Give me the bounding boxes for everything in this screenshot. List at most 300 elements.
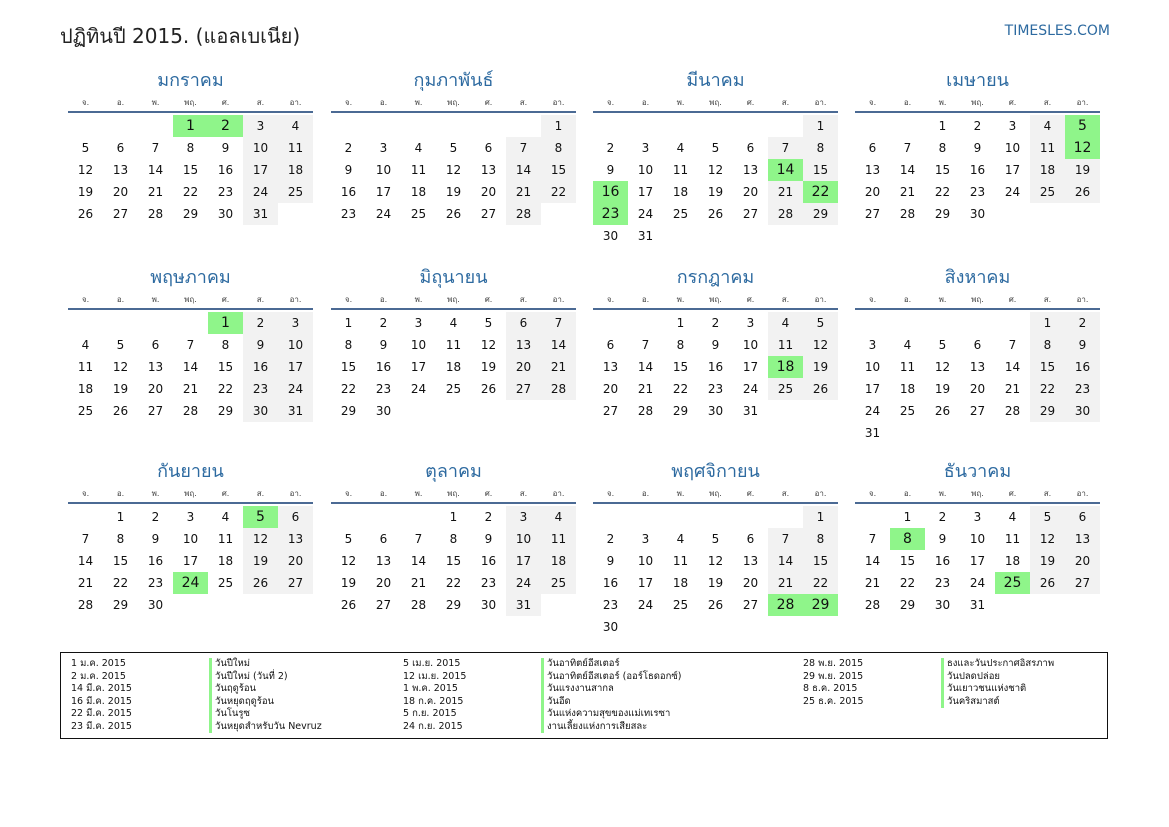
day-cell: 16 bbox=[243, 356, 278, 378]
legend-date: 22 มี.ค. 2015 bbox=[71, 708, 132, 719]
day-grid bbox=[855, 115, 1100, 225]
empty-cell bbox=[471, 115, 506, 137]
day-cell: 21 bbox=[410, 576, 427, 590]
day-cell: 16 bbox=[340, 185, 357, 199]
weekday-label: พฤ. bbox=[971, 295, 984, 304]
day-cell: 8 bbox=[449, 532, 458, 546]
empty-cell bbox=[663, 115, 698, 137]
day-cell: 23 bbox=[243, 378, 278, 400]
holiday-day-cell: 25 bbox=[995, 572, 1030, 594]
day-cell: 27 bbox=[147, 404, 164, 418]
day-cell: 21 bbox=[182, 382, 199, 396]
empty-cell bbox=[436, 115, 471, 137]
day-cell: 20 bbox=[480, 185, 497, 199]
day-cell: 27 bbox=[375, 598, 392, 612]
weekday-label: พฤ. bbox=[709, 295, 722, 304]
site-link[interactable]: TIMESLES.COM bbox=[1004, 23, 1110, 39]
day-cell: 3 bbox=[243, 115, 278, 137]
day-cell: 12 bbox=[112, 360, 129, 374]
day-cell: 4 bbox=[278, 115, 313, 137]
weekday-label: จ. bbox=[81, 295, 90, 304]
day-cell: 27 bbox=[742, 207, 759, 221]
weekday-label: ส. bbox=[781, 489, 790, 498]
empty-cell bbox=[401, 115, 436, 137]
day-cell: 4 bbox=[676, 532, 685, 546]
legend-date: 2 ม.ค. 2015 bbox=[71, 670, 126, 682]
day-cell: 21 bbox=[637, 382, 654, 396]
day-cell: 20 bbox=[278, 550, 313, 572]
day-cell: 26 bbox=[243, 572, 278, 594]
day-cell: 20 bbox=[864, 185, 881, 199]
day-cell: 19 bbox=[77, 185, 94, 199]
weekday-label: ศ. bbox=[1008, 295, 1017, 304]
day-cell: 18 bbox=[672, 185, 689, 199]
empty-cell bbox=[855, 312, 890, 334]
weekday-label: พ. bbox=[676, 295, 685, 304]
weekday-label: อา. bbox=[1076, 295, 1089, 304]
day-cell: 2 bbox=[938, 510, 947, 524]
day-cell: 3 bbox=[746, 316, 755, 330]
day-cell: 19 bbox=[707, 185, 724, 199]
day-cell: 16 bbox=[375, 360, 392, 374]
weekday-header bbox=[593, 94, 838, 113]
day-cell: 25 bbox=[410, 207, 427, 221]
day-cell: 8 bbox=[803, 137, 838, 159]
empty-cell bbox=[68, 312, 103, 334]
legend-date: 29 พ.ย. 2015 bbox=[803, 670, 864, 682]
day-cell: 15 bbox=[1030, 356, 1065, 378]
weekday-label: อา. bbox=[1076, 98, 1089, 107]
day-cell: 1 bbox=[938, 119, 947, 133]
day-cell: 15 bbox=[217, 360, 234, 374]
day-cell: 29 bbox=[445, 598, 462, 612]
day-cell: 26 bbox=[934, 404, 951, 418]
day-cell: 9 bbox=[243, 334, 278, 356]
day-cell: 31 bbox=[637, 229, 654, 243]
day-cell: 18 bbox=[899, 382, 916, 396]
day-cell: 11 bbox=[541, 528, 576, 550]
day-cell: 9 bbox=[151, 532, 160, 546]
weekday-label: อา. bbox=[552, 98, 565, 107]
weekday-label: อ. bbox=[903, 489, 912, 498]
day-cell: 10 bbox=[182, 532, 199, 546]
day-cell: 3 bbox=[1008, 119, 1017, 133]
weekday-label: พ. bbox=[676, 489, 685, 498]
day-cell: 15 bbox=[803, 159, 838, 181]
day-cell: 10 bbox=[742, 338, 759, 352]
day-cell: 14 bbox=[1004, 360, 1021, 374]
day-grid bbox=[68, 115, 313, 225]
day-cell: 1 bbox=[1030, 312, 1065, 334]
empty-cell bbox=[593, 312, 628, 334]
day-cell: 5 bbox=[711, 532, 720, 546]
weekday-label: ส. bbox=[519, 489, 528, 498]
day-cell: 10 bbox=[1004, 141, 1021, 155]
day-cell: 19 bbox=[480, 360, 497, 374]
day-cell: 20 bbox=[147, 382, 164, 396]
weekday-label: จ. bbox=[344, 98, 353, 107]
month-name: กรกฎาคม bbox=[676, 267, 755, 288]
day-cell: 15 bbox=[445, 554, 462, 568]
day-cell: 14 bbox=[147, 163, 164, 177]
legend-date: 16 มี.ค. 2015 bbox=[71, 695, 132, 707]
day-cell: 25 bbox=[768, 378, 803, 400]
day-cell: 18 bbox=[1004, 554, 1021, 568]
legend-date: 24 ก.ย. 2015 bbox=[403, 720, 463, 732]
day-cell: 17 bbox=[969, 554, 986, 568]
day-cell: 7 bbox=[768, 528, 803, 550]
weekday-label: จ. bbox=[606, 489, 615, 498]
day-cell: 14 bbox=[410, 554, 427, 568]
weekday-label: พ. bbox=[414, 489, 423, 498]
day-cell: 1 bbox=[803, 115, 838, 137]
day-cell: 5 bbox=[711, 141, 720, 155]
day-cell: 31 bbox=[278, 400, 313, 422]
day-cell: 26 bbox=[340, 598, 357, 612]
day-grid bbox=[593, 115, 838, 247]
weekday-label: ศ. bbox=[484, 295, 493, 304]
day-cell: 17 bbox=[742, 360, 759, 374]
empty-cell bbox=[663, 506, 698, 528]
day-cell: 20 bbox=[742, 185, 759, 199]
weekday-label: ศ. bbox=[484, 489, 493, 498]
weekday-label: จ. bbox=[606, 295, 615, 304]
day-cell: 13 bbox=[969, 360, 986, 374]
empty-cell bbox=[698, 115, 733, 137]
day-cell: 2 bbox=[606, 532, 615, 546]
day-cell: 15 bbox=[340, 360, 357, 374]
day-cell: 16 bbox=[1065, 356, 1100, 378]
day-cell: 8 bbox=[676, 338, 685, 352]
holiday-day-cell: 5 bbox=[1065, 115, 1100, 137]
day-cell: 15 bbox=[112, 554, 129, 568]
day-cell: 8 bbox=[116, 532, 125, 546]
day-cell: 29 bbox=[1030, 400, 1065, 422]
weekday-label: อ. bbox=[641, 489, 650, 498]
weekday-label: ส. bbox=[256, 489, 265, 498]
day-cell: 26 bbox=[707, 207, 724, 221]
holiday-day-cell: 1 bbox=[208, 312, 243, 334]
weekday-label: จ. bbox=[606, 98, 615, 107]
weekday-label: อ. bbox=[903, 295, 912, 304]
weekday-header bbox=[331, 291, 576, 310]
legend-holiday-name: วันหยุดสำหรับวัน Nevruz bbox=[209, 721, 322, 734]
empty-cell bbox=[855, 115, 890, 137]
weekday-label: พฤ. bbox=[184, 98, 197, 107]
day-cell: 6 bbox=[151, 338, 160, 352]
legend-item bbox=[803, 671, 1054, 684]
weekday-label: อ. bbox=[641, 98, 650, 107]
day-cell: 11 bbox=[77, 360, 94, 374]
day-cell: 6 bbox=[746, 532, 755, 546]
day-cell: 1 bbox=[116, 510, 125, 524]
day-cell: 10 bbox=[637, 163, 654, 177]
day-cell: 11 bbox=[1030, 137, 1065, 159]
day-cell: 25 bbox=[217, 576, 234, 590]
empty-cell bbox=[995, 312, 1030, 334]
weekday-label: พฤ. bbox=[447, 98, 460, 107]
day-cell: 21 bbox=[1004, 382, 1021, 396]
day-cell: 13 bbox=[602, 360, 619, 374]
day-cell: 11 bbox=[410, 163, 427, 177]
day-cell: 27 bbox=[969, 404, 986, 418]
day-cell: 5 bbox=[938, 338, 947, 352]
legend-holiday-name: วันหยุดฤดูร้อน bbox=[209, 696, 274, 709]
day-cell: 22 bbox=[340, 382, 357, 396]
day-cell: 25 bbox=[899, 404, 916, 418]
day-cell: 2 bbox=[344, 141, 353, 155]
weekday-label: ส. bbox=[519, 295, 528, 304]
day-cell: 15 bbox=[899, 554, 916, 568]
weekday-header bbox=[331, 94, 576, 113]
day-cell: 5 bbox=[449, 141, 458, 155]
empty-cell bbox=[628, 115, 663, 137]
day-grid bbox=[593, 312, 838, 422]
month-name: มกราคม bbox=[157, 70, 224, 91]
empty-cell bbox=[628, 506, 663, 528]
day-cell: 17 bbox=[1004, 163, 1021, 177]
day-cell: 18 bbox=[278, 159, 313, 181]
day-cell: 26 bbox=[445, 207, 462, 221]
empty-cell bbox=[960, 312, 995, 334]
day-cell: 7 bbox=[868, 532, 877, 546]
day-cell: 27 bbox=[864, 207, 881, 221]
day-cell: 23 bbox=[602, 598, 619, 612]
day-cell: 12 bbox=[480, 338, 497, 352]
empty-cell bbox=[890, 115, 925, 137]
month-name: กุมภาพันธ์ bbox=[413, 70, 494, 91]
day-cell: 10 bbox=[375, 163, 392, 177]
day-cell: 30 bbox=[147, 598, 164, 612]
month-calendar bbox=[68, 459, 313, 616]
weekday-header bbox=[593, 291, 838, 310]
weekday-label: อา. bbox=[814, 98, 827, 107]
legend-date: 12 เม.ย. 2015 bbox=[403, 670, 467, 682]
day-cell: 4 bbox=[1030, 115, 1065, 137]
day-cell: 29 bbox=[182, 207, 199, 221]
empty-cell bbox=[925, 312, 960, 334]
legend-holiday-name: วันโนรูซ bbox=[209, 708, 250, 721]
day-cell: 22 bbox=[182, 185, 199, 199]
day-cell: 3 bbox=[506, 506, 541, 528]
day-cell: 15 bbox=[672, 360, 689, 374]
day-cell: 23 bbox=[707, 382, 724, 396]
day-cell: 12 bbox=[77, 163, 94, 177]
month-calendar bbox=[593, 459, 838, 638]
day-cell: 28 bbox=[410, 598, 427, 612]
weekday-header bbox=[855, 94, 1100, 113]
day-cell: 11 bbox=[217, 532, 234, 546]
day-cell: 17 bbox=[410, 360, 427, 374]
weekday-label: อา. bbox=[1076, 489, 1089, 498]
day-cell: 28 bbox=[864, 598, 881, 612]
day-cell: 16 bbox=[217, 163, 234, 177]
day-cell: 5 bbox=[1030, 506, 1065, 528]
day-cell: 14 bbox=[637, 360, 654, 374]
weekday-label: ศ. bbox=[221, 489, 230, 498]
weekday-header bbox=[68, 94, 313, 113]
empty-cell bbox=[103, 115, 138, 137]
weekday-label: พ. bbox=[938, 98, 947, 107]
legend-item bbox=[403, 721, 682, 734]
holiday-day-cell: 24 bbox=[173, 572, 208, 594]
weekday-header bbox=[855, 485, 1100, 504]
day-cell: 22 bbox=[899, 576, 916, 590]
day-grid bbox=[855, 506, 1100, 616]
holiday-day-cell: 22 bbox=[803, 181, 838, 203]
weekday-label: อ. bbox=[116, 295, 125, 304]
weekday-label: อ. bbox=[116, 489, 125, 498]
day-cell: 9 bbox=[606, 163, 615, 177]
legend-date: 5 เม.ย. 2015 bbox=[403, 658, 461, 669]
day-cell: 31 bbox=[969, 598, 986, 612]
day-cell: 6 bbox=[973, 338, 982, 352]
day-cell: 22 bbox=[112, 576, 129, 590]
day-cell: 19 bbox=[1030, 550, 1065, 572]
legend-holiday-name: วันปีใหม่ bbox=[209, 658, 250, 671]
day-cell: 30 bbox=[602, 229, 619, 243]
month-name: ธันวาคม bbox=[943, 461, 1012, 482]
legend-holiday-name: วันอีด bbox=[541, 696, 571, 709]
day-cell: 12 bbox=[340, 554, 357, 568]
day-cell: 16 bbox=[147, 554, 164, 568]
day-cell: 26 bbox=[480, 382, 497, 396]
day-cell: 29 bbox=[899, 598, 916, 612]
legend-holiday-name: วันอาทิตย์อีสเตอร์ bbox=[541, 658, 620, 671]
empty-cell bbox=[628, 312, 663, 334]
day-cell: 10 bbox=[278, 334, 313, 356]
day-cell: 7 bbox=[81, 532, 90, 546]
day-cell: 3 bbox=[641, 532, 650, 546]
day-cell: 18 bbox=[410, 185, 427, 199]
month-name: ตุลาคม bbox=[425, 461, 482, 482]
day-cell: 11 bbox=[768, 334, 803, 356]
day-cell: 18 bbox=[217, 554, 234, 568]
day-cell: 19 bbox=[1065, 159, 1100, 181]
day-cell: 23 bbox=[969, 185, 986, 199]
day-cell: 26 bbox=[707, 598, 724, 612]
empty-cell bbox=[698, 506, 733, 528]
day-cell: 31 bbox=[742, 404, 759, 418]
day-cell: 10 bbox=[506, 528, 541, 550]
day-cell: 9 bbox=[606, 554, 615, 568]
day-cell: 19 bbox=[112, 382, 129, 396]
day-cell: 14 bbox=[506, 159, 541, 181]
month-calendar bbox=[593, 68, 838, 247]
weekday-label: จ. bbox=[868, 295, 877, 304]
legend-item bbox=[71, 721, 322, 734]
day-cell: 26 bbox=[112, 404, 129, 418]
day-cell: 18 bbox=[77, 382, 94, 396]
day-cell: 15 bbox=[934, 163, 951, 177]
holiday-day-cell: 16 bbox=[593, 181, 628, 203]
day-cell: 7 bbox=[641, 338, 650, 352]
weekday-label: อา. bbox=[289, 489, 302, 498]
day-cell: 3 bbox=[278, 312, 313, 334]
day-cell: 13 bbox=[742, 163, 759, 177]
day-cell: 1 bbox=[903, 510, 912, 524]
empty-cell bbox=[138, 115, 173, 137]
weekday-label: พฤ. bbox=[709, 489, 722, 498]
day-cell: 13 bbox=[506, 334, 541, 356]
legend-date: 28 พ.ย. 2015 bbox=[803, 658, 864, 669]
day-cell: 8 bbox=[344, 338, 353, 352]
day-cell: 30 bbox=[969, 207, 986, 221]
day-cell: 8 bbox=[186, 141, 195, 155]
day-cell: 24 bbox=[506, 572, 541, 594]
day-cell: 3 bbox=[186, 510, 195, 524]
day-cell: 23 bbox=[480, 576, 497, 590]
legend-item bbox=[71, 708, 322, 721]
empty-cell bbox=[506, 115, 541, 137]
legend-item bbox=[403, 696, 682, 709]
day-cell: 23 bbox=[1065, 378, 1100, 400]
weekday-label: พ. bbox=[938, 295, 947, 304]
day-cell: 22 bbox=[1030, 378, 1065, 400]
weekday-label: ศ. bbox=[221, 295, 230, 304]
empty-cell bbox=[331, 506, 366, 528]
day-cell: 14 bbox=[768, 550, 803, 572]
day-cell: 28 bbox=[637, 404, 654, 418]
empty-cell bbox=[331, 115, 366, 137]
legend-item bbox=[403, 708, 682, 721]
day-cell: 7 bbox=[151, 141, 160, 155]
holiday-legend bbox=[60, 652, 1108, 739]
day-cell: 24 bbox=[637, 207, 654, 221]
weekday-label: ศ. bbox=[746, 489, 755, 498]
day-cell: 16 bbox=[934, 554, 951, 568]
weekday-label: พ. bbox=[938, 489, 947, 498]
day-cell: 14 bbox=[541, 334, 576, 356]
day-cell: 3 bbox=[379, 141, 388, 155]
day-cell: 28 bbox=[182, 404, 199, 418]
weekday-label: จ. bbox=[868, 98, 877, 107]
day-cell: 14 bbox=[182, 360, 199, 374]
month-name: พฤศจิกายน bbox=[671, 461, 760, 482]
day-grid bbox=[855, 312, 1100, 444]
day-cell: 4 bbox=[676, 141, 685, 155]
legend-holiday-name: วันปลดปล่อย bbox=[941, 671, 1000, 684]
month-name: พฤษภาคม bbox=[150, 267, 231, 288]
legend-holiday-name: วันแรงงานสากล bbox=[541, 683, 614, 696]
weekday-label: พฤ. bbox=[447, 489, 460, 498]
day-cell: 1 bbox=[344, 316, 353, 330]
day-cell: 13 bbox=[375, 554, 392, 568]
day-cell: 9 bbox=[938, 532, 947, 546]
legend-item bbox=[71, 658, 322, 671]
month-calendar bbox=[68, 68, 313, 225]
day-cell: 12 bbox=[803, 334, 838, 356]
legend-column bbox=[803, 658, 1054, 708]
day-cell: 23 bbox=[147, 576, 164, 590]
weekday-label: พ. bbox=[676, 98, 685, 107]
day-cell: 4 bbox=[221, 510, 230, 524]
empty-cell bbox=[103, 312, 138, 334]
day-cell: 24 bbox=[243, 181, 278, 203]
day-cell: 17 bbox=[864, 382, 881, 396]
legend-date: 1 ม.ค. 2015 bbox=[71, 658, 126, 669]
day-grid bbox=[68, 506, 313, 616]
weekday-label: อ. bbox=[641, 295, 650, 304]
holiday-day-cell: 8 bbox=[890, 528, 925, 550]
empty-cell bbox=[68, 506, 103, 528]
month-name: สิงหาคม bbox=[944, 267, 1011, 288]
day-cell: 30 bbox=[707, 404, 724, 418]
day-cell: 1 bbox=[541, 115, 576, 137]
day-cell: 29 bbox=[340, 404, 357, 418]
weekday-header bbox=[855, 291, 1100, 310]
day-cell: 10 bbox=[969, 532, 986, 546]
